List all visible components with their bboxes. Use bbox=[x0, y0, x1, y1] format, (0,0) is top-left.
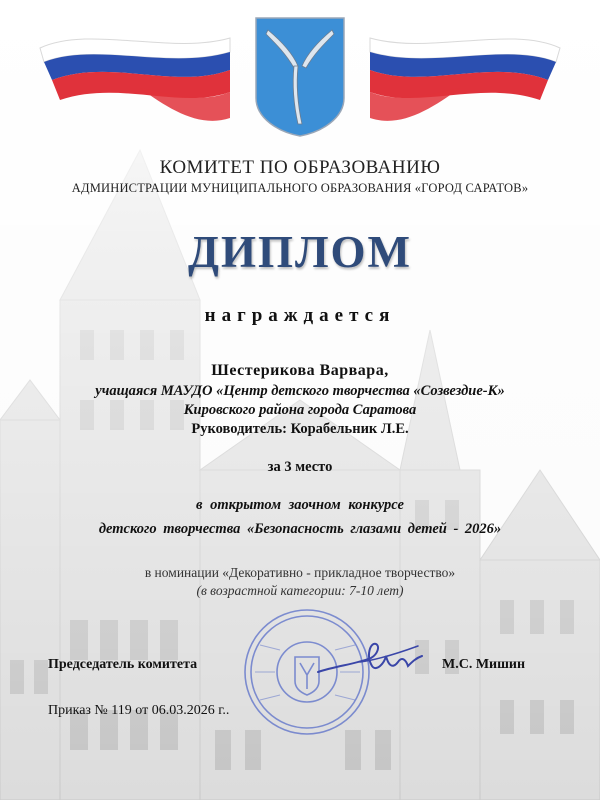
handwritten-signature bbox=[316, 636, 426, 681]
recipient-leader: Руководитель: Корабельник Л.Е. bbox=[191, 421, 409, 437]
right-flag-ribbon bbox=[370, 38, 560, 121]
recipient-name: Шестерикова Варвара, bbox=[211, 362, 389, 379]
signer-name: М.С. Мишин bbox=[442, 657, 526, 672]
award-place: за 3 место bbox=[267, 459, 333, 475]
contest-line1: в открытом заочном конкурсе bbox=[196, 497, 404, 513]
saratov-coat-of-arms-emblem bbox=[0, 0, 600, 150]
diploma-title: ДИПЛОМ bbox=[188, 227, 412, 277]
org-name-line1: КОМИТЕТ ПО ОБРАЗОВАНИЮ bbox=[159, 157, 441, 178]
left-flag-ribbon bbox=[40, 38, 230, 121]
awarded-label: награждается bbox=[204, 305, 396, 326]
nomination-text: в номинации «Декоративно - прикладное творчество» bbox=[144, 565, 456, 580]
order-reference: Приказ № 119 от 06.03.2026 г.. bbox=[48, 703, 230, 718]
recipient-district: Кировского района города Саратова bbox=[183, 402, 417, 418]
org-name-line2: АДМИНИСТРАЦИИ МУНИЦИПАЛЬНОГО ОБРАЗОВАНИЯ «ГОРОД САРАТОВ» bbox=[71, 181, 529, 195]
signature-position: Председатель комитета bbox=[48, 657, 198, 672]
recipient-school: учащаяся МАУДО «Центр детского творчества «Созвездие-К» bbox=[95, 383, 505, 399]
age-category: (в возрастной категории: 7-10 лет) bbox=[196, 583, 404, 598]
contest-line2: детского творчества «Безопасность глазами детей - 2026» bbox=[98, 521, 502, 537]
